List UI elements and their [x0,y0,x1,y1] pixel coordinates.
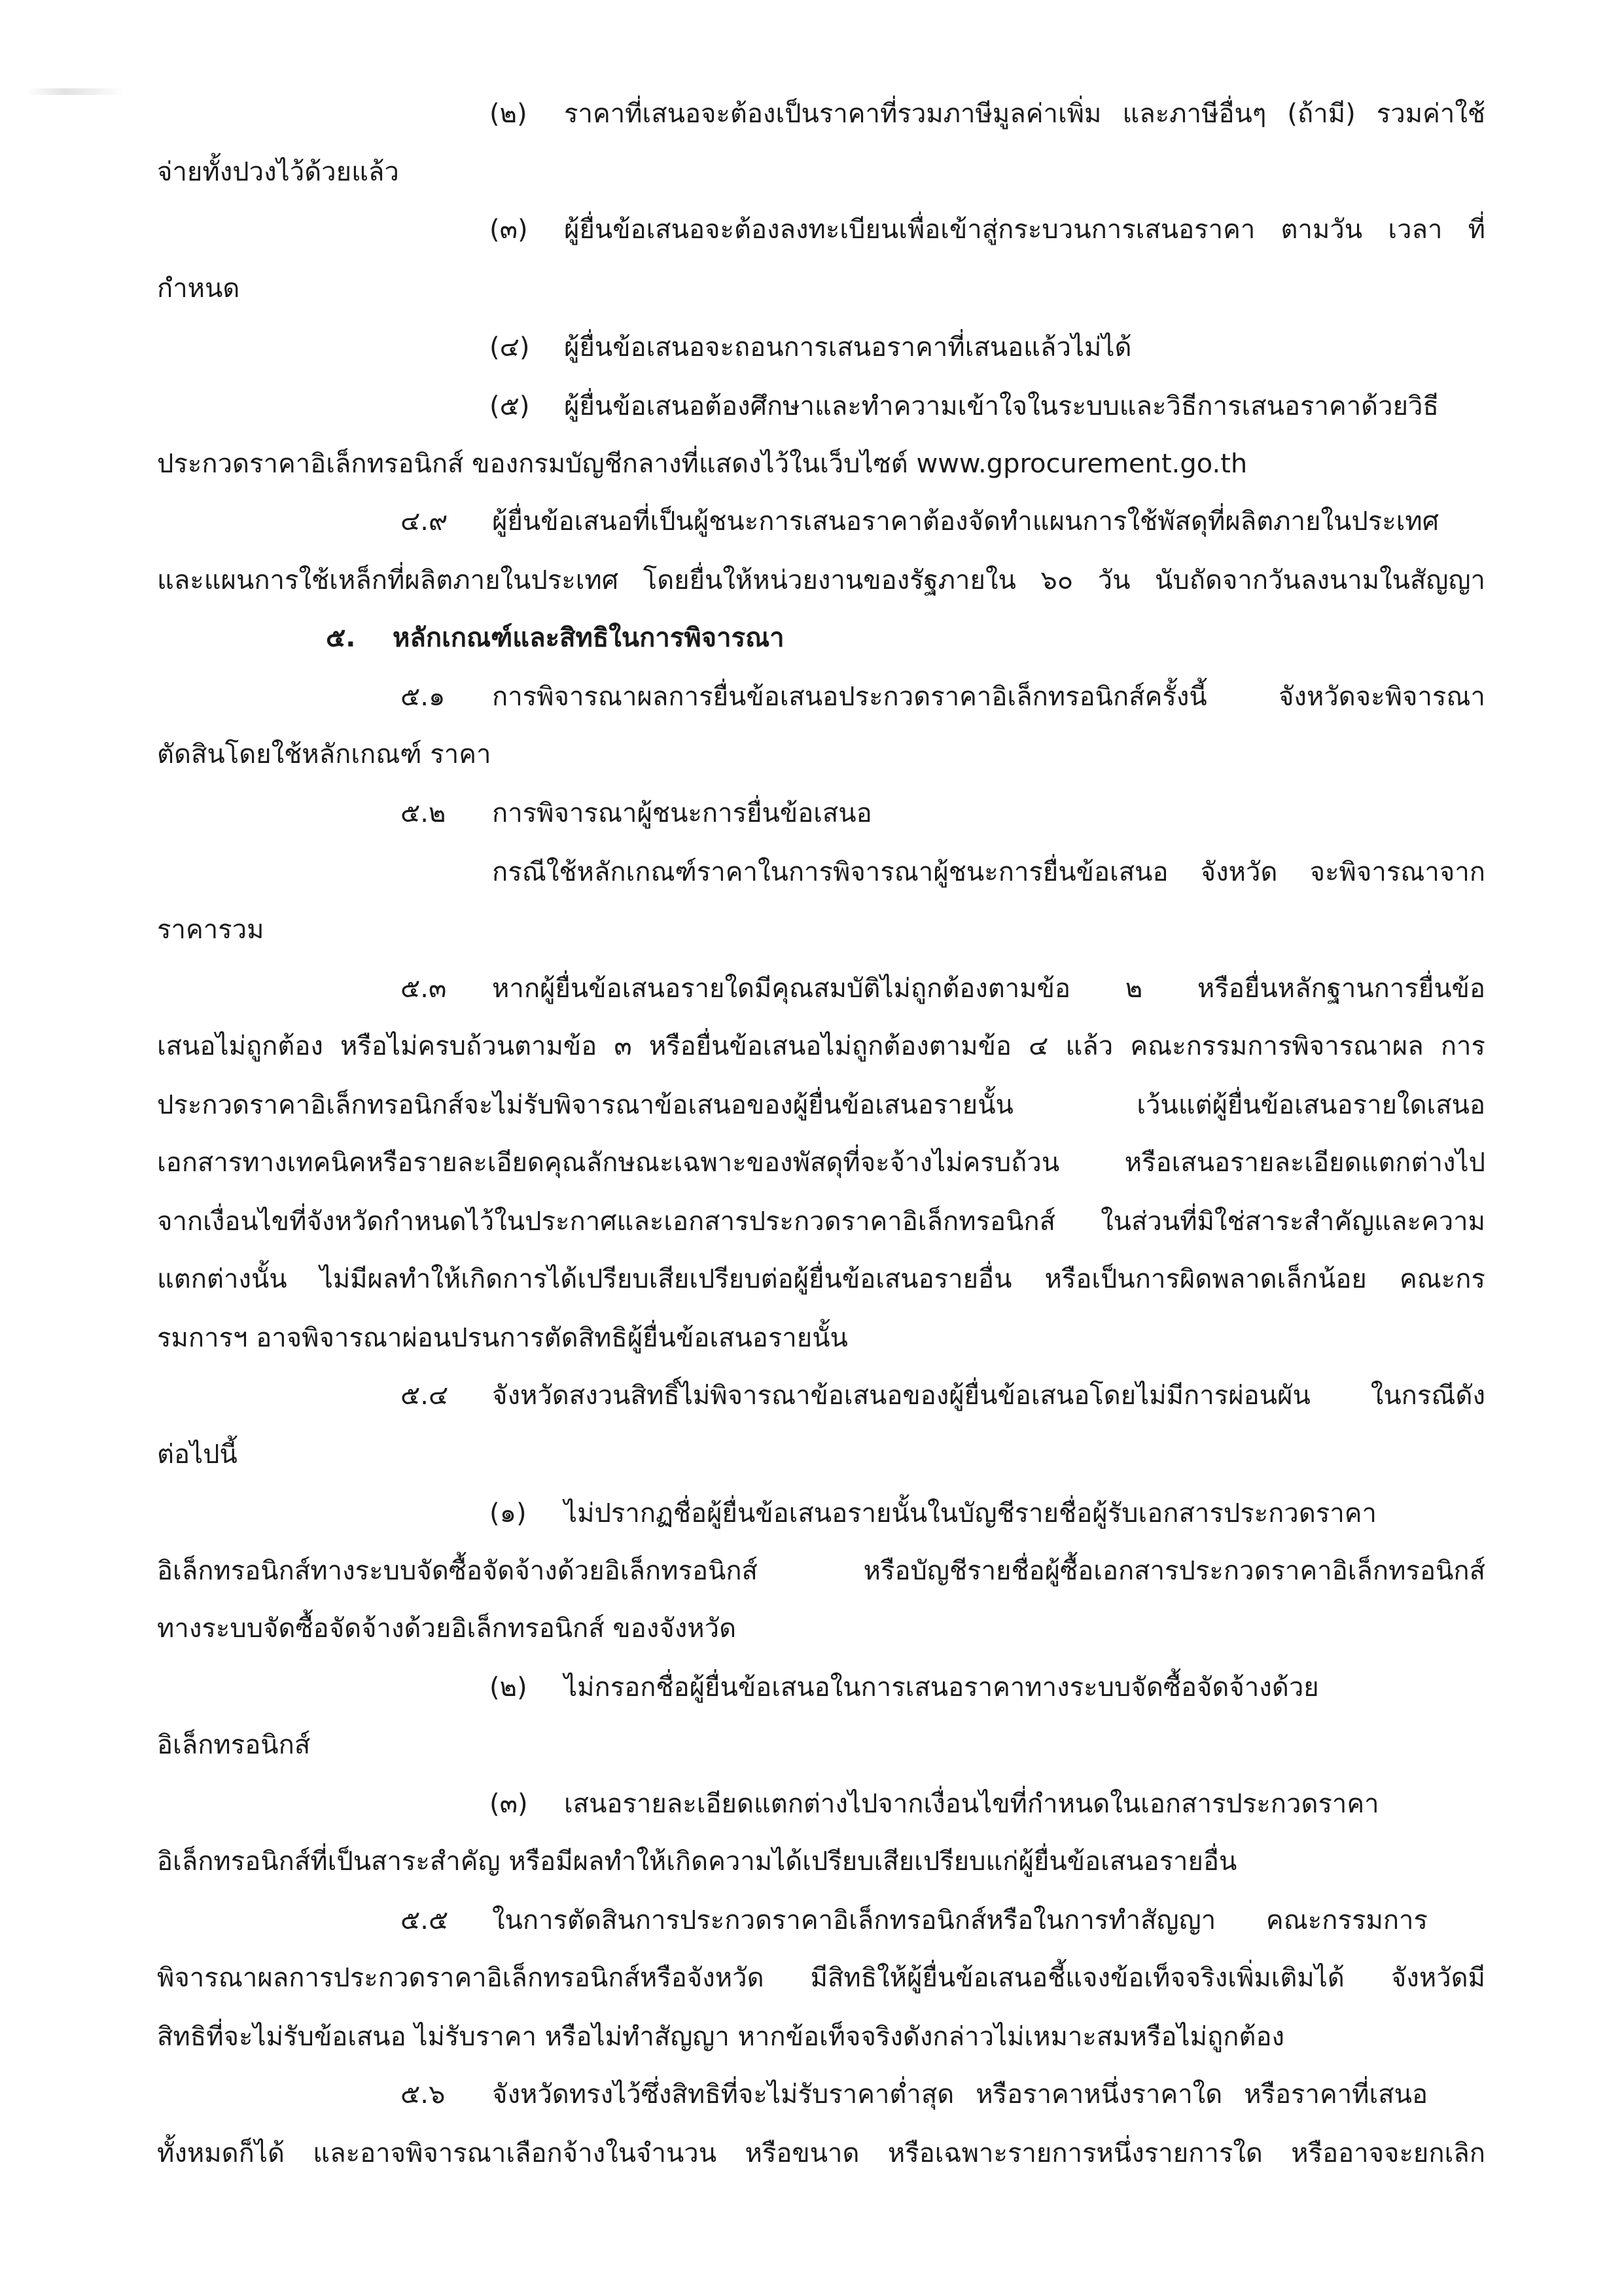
item-number: (๒) [489,1672,527,1703]
text-line: รมการฯ อาจพิจารณาผ่อนปรนการตัดสิทธิผู้ยื่นข้อเสนอรายนั้น [157,1323,848,1353]
text-line: เสนอรายละเอียดแตกต่างไปจากเงื่อนไขที่กำหนดในเอกสารประกวดราคา [564,1789,1379,1819]
text-line: การพิจารณาผู้ชนะการยื่นข้อเสนอ [492,798,872,828]
item-number: ๕.๕ [400,1905,449,1935]
text-line: สิทธิที่จะไม่รับข้อเสนอ ไม่รับราคา หรือไม่ทำสัญญา หากข้อเท็จจริงดังกล่าวไม่เหมาะสมหรือไม่ถูกต้อง [157,2022,1285,2052]
text-line: การพิจารณาผลการยื่นข้อเสนอประกวดราคาอิเล็กทรอนิกส์ครั้งนี้ จังหวัดจะพิจารณา [492,682,1485,712]
text-line: ทั้งหมดก็ได้ และอาจพิจารณาเลือกจ้างในจำนวน หรือขนาด หรือเฉพาะรายการหนึ่งรายการใด หรืออาจจะยกเลิก [157,2138,1485,2168]
text-line: ในการตัดสินการประกวดราคาอิเล็กทรอนิกส์หรือในการทำสัญญา คณะกรรมการ [492,1905,1428,1935]
text-line: พิจารณาผลการประกวดราคาอิเล็กทรอนิกส์หรือจังหวัด มีสิทธิให้ผู้ยื่นข้อเสนอชี้แจงข้อเท็จจริงเพิ่มเติมได้ จังหวัดมี [157,1963,1485,1993]
text-line: ผู้ยื่นข้อเสนอจะถอนการเสนอราคาที่เสนอแล้วไม่ได้ [564,332,1132,362]
text-line: ไม่ปรากฏชื่อผู้ยื่นข้อเสนอรายนั้นในบัญชีรายชื่อผู้รับเอกสารประกวดราคา [564,1498,1377,1528]
text-line: จังหวัดสงวนสิทธิ์ไม่พิจารณาข้อเสนอของผู้ยื่นข้อเสนอโดยไม่มีการผ่อนผัน ในกรณีดัง [492,1381,1485,1411]
text-line: ผู้ยื่นข้อเสนอที่เป็นผู้ชนะการเสนอราคาต้องจัดทำแผนการใช้พัสดุที่ผลิตภายในประเทศ [492,506,1439,537]
text-line: จากเงื่อนไขที่จังหวัดกำหนดไว้ในประกาศและเอกสารประกวดราคาอิเล็กทรอนิกส์ ในส่วนที่มิใช่สาระสำคัญและความ [157,1207,1485,1237]
section-heading: หลักเกณฑ์และสิทธิในการพิจารณา [393,623,785,653]
item-number: ๕.๖ [400,2079,446,2110]
item-number: ๔.๙ [400,506,448,537]
item-number: (๑) [489,1498,527,1528]
text-line: แตกต่างนั้น ไม่มีผลทำให้เกิดการได้เปรียบเสียเปรียบต่อผู้ยื่นข้อเสนอรายอื่น หรือเป็นการผิดพลาดเล็กน้อย คณะกร [157,1264,1485,1294]
text-line: เอกสารทางเทคนิคหรือรายละเอียดคุณลักษณะเฉพาะของพัสดุที่จะจ้างไม่ครบถ้วน หรือเสนอรายละเอียดแตกต่างไป [157,1148,1485,1178]
text-line: ทางระบบจัดซื้อจัดจ้างด้วยอิเล็กทรอนิกส์ ของจังหวัด [157,1614,737,1644]
text-line: ตัดสินโดยใช้หลักเกณฑ์ ราคา [157,739,491,769]
text-line: ราคาที่เสนอจะต้องเป็นราคาที่รวมภาษีมูลค่าเพิ่ม และภาษีอื่นๆ (ถ้ามี) รวมค่าใช้ [564,99,1485,129]
item-number: ๕.๒ [400,798,446,828]
item-number: ๕.๑ [400,682,446,712]
scan-artifact [26,88,124,95]
text-line: กรณีใช้หลักเกณฑ์ราคาในการพิจารณาผู้ชนะการยื่นข้อเสนอ จังหวัด จะพิจารณาจาก [492,857,1485,887]
item-number: (๔) [489,332,530,362]
text-line: อิเล็กทรอนิกส์ [157,1730,311,1760]
text-line: ประกวดราคาอิเล็กทรอนิกส์ ของกรมบัญชีกลางที่แสดงไว้ในเว็บไซต์ www.gprocurement.go.th [157,449,1248,479]
text-line: จังหวัดทรงไว้ซึ่งสิทธิที่จะไม่รับราคาต่ำสุด หรือราคาหนึ่งราคาใด หรือราคาที่เสนอ [492,2079,1428,2110]
text-line: กำหนด [157,274,240,304]
item-number: (๓) [489,1789,528,1819]
text-line: ผู้ยื่นข้อเสนอจะต้องลงทะเบียนเพื่อเข้าสู่กระบวนการเสนอราคา ตามวัน เวลา ที่ [564,215,1485,245]
item-number: (๒) [489,99,527,129]
text-line: ราคารวม [157,915,264,945]
item-number: (๓) [489,215,528,245]
text-line: จ่ายทั้งปวงไว้ด้วยแล้ว [157,157,399,187]
text-line: และแผนการใช้เหล็กที่ผลิตภายในประเทศ โดยยื่นให้หน่วยงานของรัฐภายใน ๖๐ วัน นับถัดจากวันลงนามในสัญญา [157,565,1485,595]
text-line: ประกวดราคาอิเล็กทรอนิกส์จะไม่รับพิจารณาข้อเสนอของผู้ยื่นข้อเสนอรายนั้น เว้นแต่ผู้ยื่นข้อเสนอรายใดเสนอ [157,1090,1485,1120]
item-number: ๕.๔ [400,1381,449,1411]
text-line: เสนอไม่ถูกต้อง หรือไม่ครบถ้วนตามข้อ ๓ หรือยื่นข้อเสนอไม่ถูกต้องตามข้อ ๔ แล้ว คณะกรรมการพิจารณาผล การ [157,1031,1485,1061]
text-line: ต่อไปนี้ [157,1439,238,1470]
item-number: (๕) [489,391,530,421]
item-number: ๕.๓ [400,974,447,1004]
text-line: ไม่กรอกชื่อผู้ยื่นข้อเสนอในการเสนอราคาทางระบบจัดซื้อจัดจ้างด้วย [564,1672,1319,1703]
text-line: หากผู้ยื่นข้อเสนอรายใดมีคุณสมบัติไม่ถูกต้องตามข้อ ๒ หรือยื่นหลักฐานการยื่นข้อ [492,974,1485,1004]
section-number: ๕. [326,623,356,653]
text-line: ผู้ยื่นข้อเสนอต้องศึกษาและทำความเข้าใจในระบบและวิธีการเสนอราคาด้วยวิธี [564,391,1439,421]
text-line: อิเล็กทรอนิกส์ที่เป็นสาระสำคัญ หรือมีผลทำให้เกิดความได้เปรียบเสียเปรียบแก่ผู้ยื่นข้อเสนอรายอื่น [157,1846,1237,1877]
text-line: อิเล็กทรอนิกส์ทางระบบจัดซื้อจัดจ้างด้วยอิเล็กทรอนิกส์ หรือบัญชีรายชื่อผู้ซื้อเอกสารประกวดราคาอิเล็กทรอนิกส์ [157,1556,1485,1586]
